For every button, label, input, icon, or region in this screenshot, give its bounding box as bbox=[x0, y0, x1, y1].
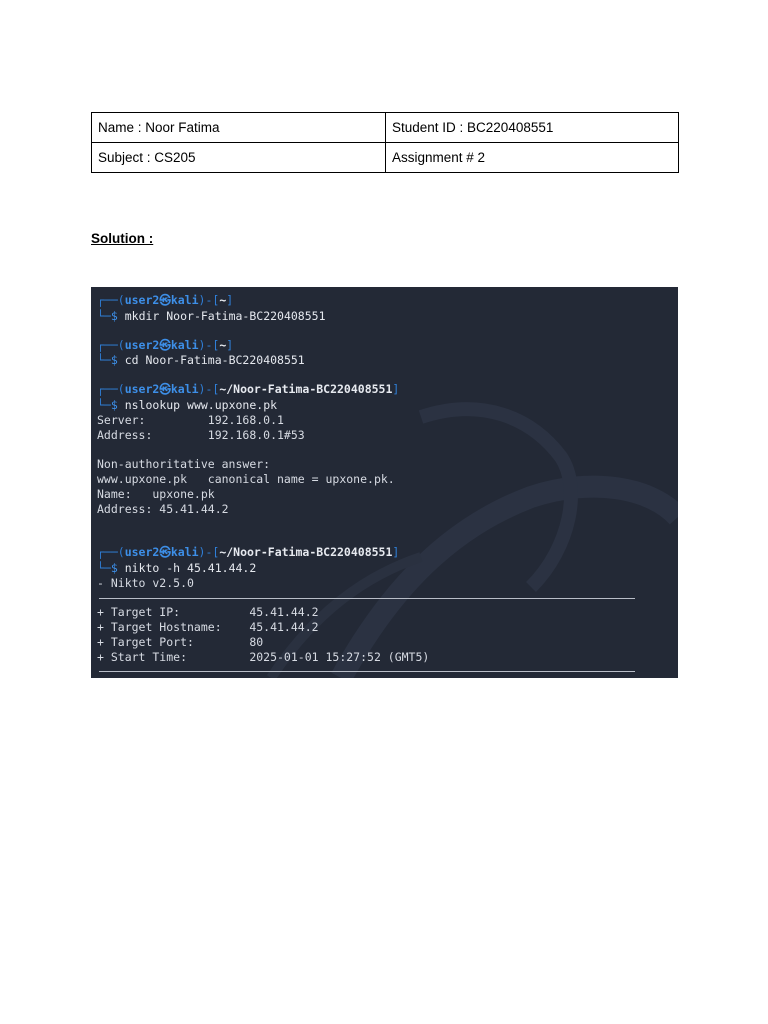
prompt-at-icon: ㉿ bbox=[159, 338, 171, 352]
output-server: Server: 192.168.0.1 bbox=[97, 413, 284, 427]
output-canonical: www.upxone.pk canonical name = upxone.pk. bbox=[97, 472, 395, 486]
prompt-at-icon: ㉿ bbox=[159, 293, 171, 307]
prompt-line: ┌──(user2㉿kali)-[~/Noor-Fatima-BC220408551] bbox=[97, 382, 400, 396]
prompt-path: ~ bbox=[219, 338, 227, 352]
prompt-path: ~/Noor-Fatima-BC220408551 bbox=[219, 545, 393, 559]
prompt-line: ┌──(user2㉿kali)-[~/Noor-Fatima-BC220408551] bbox=[97, 545, 400, 559]
command-nikto: nikto -h 45.41.44.2 bbox=[124, 561, 257, 575]
command-line: └─$ nikto -h 45.41.44.2 bbox=[97, 561, 257, 575]
prompt-host: kali bbox=[170, 338, 199, 352]
prompt-user: user2 bbox=[124, 382, 160, 396]
student-name-cell: Name : Noor Fatima bbox=[92, 113, 386, 143]
prompt-host: kali bbox=[170, 293, 199, 307]
command-line: └─$ nslookup www.upxone.pk bbox=[97, 398, 278, 412]
student-info-table bbox=[91, 112, 679, 173]
command-line: └─$ cd Noor-Fatima-BC220408551 bbox=[97, 353, 305, 367]
prompt-line: ┌──(user2㉿kali)-[~] bbox=[97, 293, 234, 307]
prompt-host: kali bbox=[170, 382, 199, 396]
output-target-port: + Target Port: 80 bbox=[97, 635, 264, 649]
output-address: Address: 192.168.0.1#53 bbox=[97, 428, 305, 442]
prompt-host: kali bbox=[170, 545, 199, 559]
terminal-screenshot bbox=[91, 287, 678, 678]
output-target-ip: + Target IP: 45.41.44.2 bbox=[97, 605, 319, 619]
table-row bbox=[92, 113, 679, 143]
prompt-path: ~ bbox=[219, 293, 227, 307]
command-nslookup: nslookup www.upxone.pk bbox=[124, 398, 278, 412]
output-name: Name: upxone.pk bbox=[97, 487, 215, 501]
table-row bbox=[92, 143, 679, 173]
assignment-cell: Assignment # 2 bbox=[386, 143, 679, 173]
prompt-user: user2 bbox=[124, 338, 160, 352]
command-mkdir: mkdir Noor-Fatima-BC220408551 bbox=[124, 309, 326, 323]
divider bbox=[99, 671, 635, 672]
output-address2: Address: 45.41.44.2 bbox=[97, 502, 229, 516]
output-nonauth: Non-authoritative answer: bbox=[97, 457, 271, 471]
prompt-path: ~/Noor-Fatima-BC220408551 bbox=[219, 382, 393, 396]
output-nikto-version: - Nikto v2.5.0 bbox=[97, 576, 194, 590]
student-id-cell: Student ID : BC220408551 bbox=[386, 113, 679, 143]
command-line: └─$ mkdir Noor-Fatima-BC220408551 bbox=[97, 309, 326, 323]
prompt-at-icon: ㉿ bbox=[159, 545, 171, 559]
command-cd: cd Noor-Fatima-BC220408551 bbox=[124, 353, 305, 367]
divider bbox=[99, 598, 635, 599]
prompt-user: user2 bbox=[124, 545, 160, 559]
subject-cell: Subject : CS205 bbox=[92, 143, 386, 173]
prompt-at-icon: ㉿ bbox=[159, 382, 171, 396]
prompt-line: ┌──(user2㉿kali)-[~] bbox=[97, 338, 234, 352]
solution-heading: Solution : bbox=[91, 231, 154, 246]
output-target-hostname: + Target Hostname: 45.41.44.2 bbox=[97, 620, 319, 634]
output-start-time: + Start Time: 2025-01-01 15:27:52 (GMT5) bbox=[97, 650, 430, 664]
prompt-user: user2 bbox=[124, 293, 160, 307]
